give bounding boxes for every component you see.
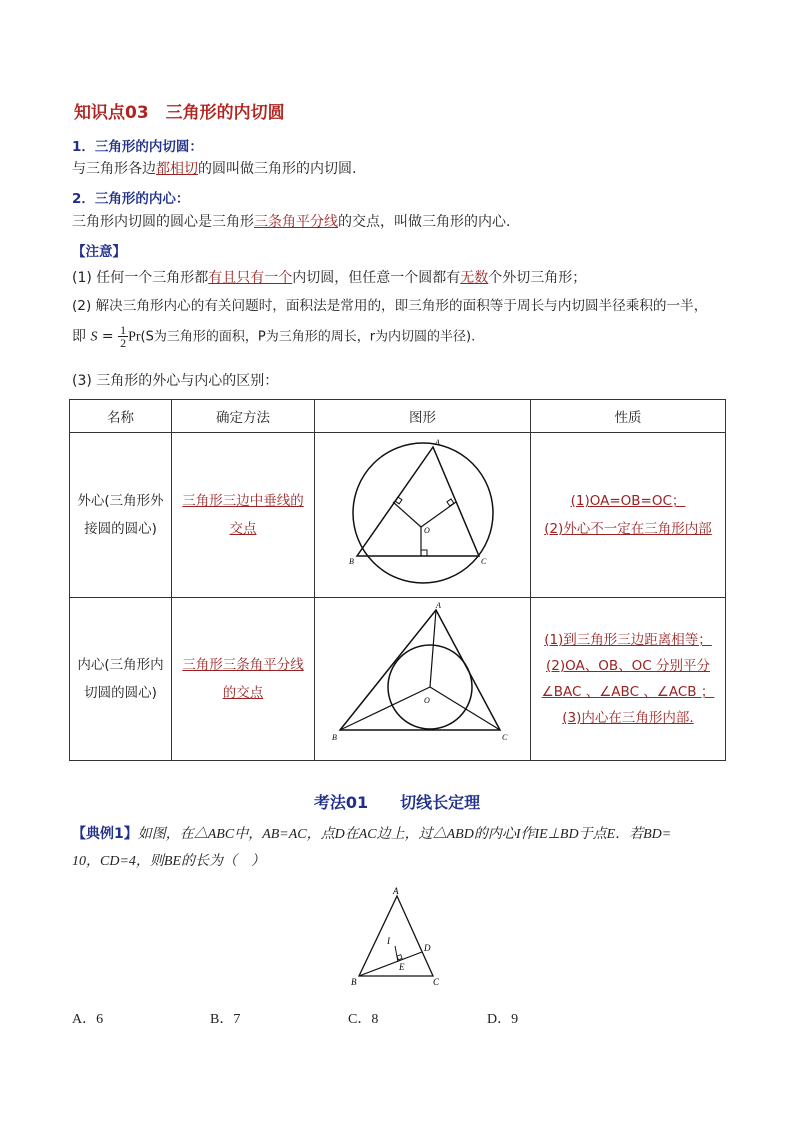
row1-name: 外心(三角形外 接圆的圆心)	[70, 433, 172, 598]
section-title: 知识点03 三角形的内切圆	[74, 103, 285, 123]
example-line1: 【典例1】如图，在△ABC中，AB=AC，点D在AC边上，过△ABD的内心I作IE⊥BD于点E．若BD=	[72, 826, 672, 842]
example-line2: 10，CD=4，则BE的长为（ ）	[72, 854, 265, 869]
note-label: 【注意】	[72, 244, 126, 260]
option-b[interactable]: B．7	[210, 1012, 241, 1027]
row2-figure	[315, 598, 531, 761]
row2-method: 三角形三条角平分线 的交点	[172, 598, 315, 761]
table-row-incenter	[70, 598, 726, 761]
half-fraction: $\frac{1}{2}$	[120, 323, 127, 350]
option-c[interactable]: C．8	[348, 1012, 379, 1027]
table-row-circumcenter	[70, 433, 726, 598]
note-p3: (3) 三角形的外心与内心的区别：	[72, 373, 279, 389]
ex-label-c: C	[433, 977, 440, 987]
header-figure: 图形	[315, 400, 531, 433]
ex-label-i: I	[387, 936, 390, 946]
row1-method: 三角形三边中垂线的 交点	[172, 433, 315, 598]
fig2-label-c: C	[501, 733, 507, 742]
row2-name: 内心(三角形内 切圆的圆心)	[70, 598, 172, 761]
option-d[interactable]: D．9	[487, 1012, 519, 1027]
row2-properties: (1)到三角形三边距离相等； (2)OA、OB、OC 分别平分 ∠BAC 、∠ABC 、∠ACB ； (3)内心在三角形内部.	[531, 598, 726, 761]
fig2-label-o: O	[423, 696, 430, 705]
item1-text: 与三角形各边都相切的圆叫做三角形的内切圆.	[72, 161, 357, 177]
ex-label-d: D	[424, 943, 431, 953]
note-p2b: 即 S = $\frac{1}{2}$ Pr(S为三角形的面积，P为三角形的周长，r为内切圆的半径).	[72, 323, 476, 350]
circumcircle-diagram	[343, 435, 503, 591]
item2-text: 三角形内切圆的圆心是三角形三条角平分线的交点，叫做三角形的内心.	[72, 214, 511, 230]
fig1-label-a: A	[434, 438, 440, 447]
option-a[interactable]: A．6	[72, 1012, 104, 1027]
row1-properties: (1)OA=OB=OC； (2)外心不一定在三角形内部	[531, 433, 726, 598]
ex-label-e: E	[399, 962, 405, 972]
item2-heading: 2．三角形的内心：	[72, 191, 190, 207]
fig2-label-b: B	[331, 733, 337, 742]
note-p2: (2) 解决三角形内心的有关问题时，面积法是常用的，即三角形的面积等于周长与内切圆半径乘积的一半，	[72, 298, 708, 314]
fig1-label-c: C	[480, 557, 486, 566]
fig1-label-b: B	[348, 557, 354, 566]
note-p1: (1) 任何一个三角形都有且只有一个内切圆，但任意一个圆都有无数个外切三角形；	[72, 270, 587, 286]
header-name: 名称	[70, 400, 172, 433]
item1-key: 都相切	[156, 161, 198, 177]
header-properties: 性质	[531, 400, 726, 433]
kaofa-title: 考法01 切线长定理	[313, 793, 481, 812]
ex-label-b: B	[351, 977, 357, 987]
item2-key: 三条角平分线	[254, 214, 338, 230]
row1-figure	[315, 433, 531, 598]
example-diagram	[345, 884, 445, 992]
comparison-table	[69, 399, 726, 761]
table-header-row	[70, 400, 726, 433]
header-method: 确定方法	[172, 400, 315, 433]
example-label: 【典例1】	[72, 826, 138, 842]
incircle-diagram	[328, 602, 518, 752]
fig1-label-o: O	[423, 526, 430, 535]
fig2-label-a: A	[435, 602, 441, 610]
item1-heading: 1．三角形的内切圆：	[72, 139, 203, 155]
ex-label-a: A	[393, 886, 399, 896]
